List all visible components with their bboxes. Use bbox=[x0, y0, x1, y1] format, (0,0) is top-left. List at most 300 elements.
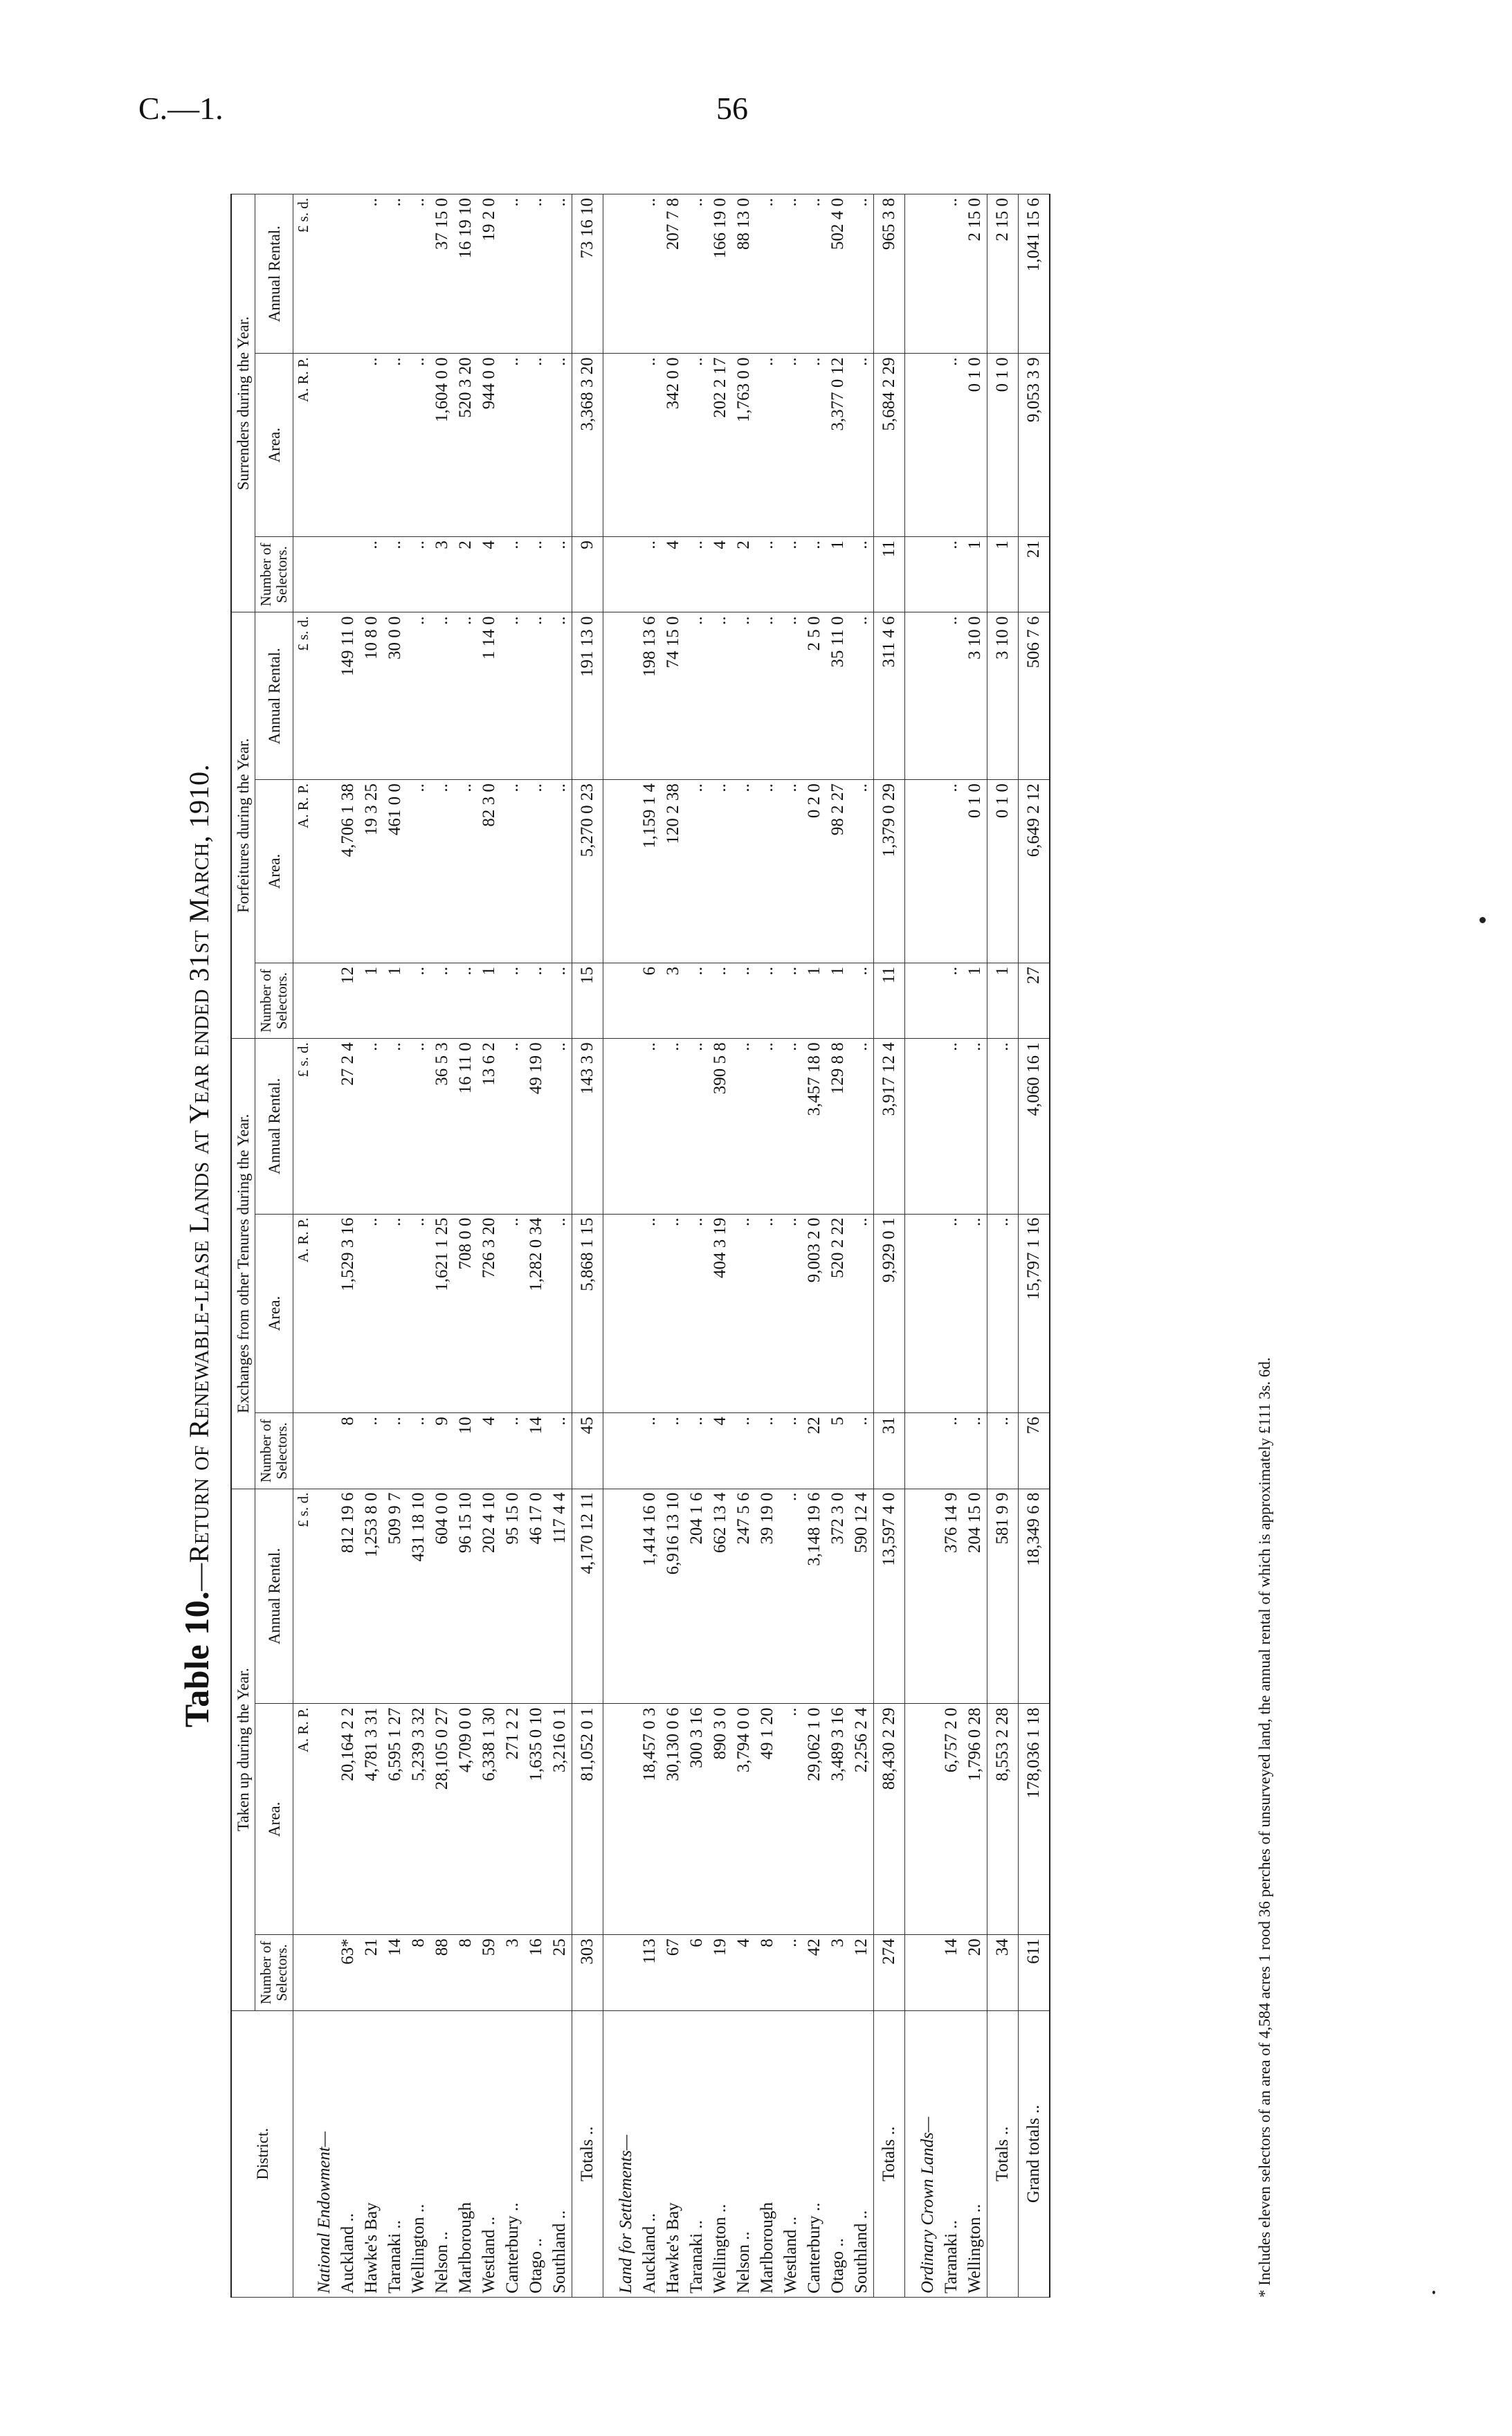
selectors-cell: 1 bbox=[803, 963, 826, 1038]
rental-cell: .. bbox=[407, 612, 430, 780]
rental-cell: 191 13 0 bbox=[572, 612, 603, 780]
area-cell: 4,781 3 31 bbox=[360, 1704, 383, 1935]
rental-cell: .. bbox=[360, 1039, 383, 1214]
rental-cell: 37 15 0 bbox=[430, 194, 454, 354]
area-cell bbox=[313, 354, 336, 537]
rental-cell bbox=[336, 194, 360, 354]
selectors-cell bbox=[916, 963, 940, 1038]
rental-cell: 247 5 6 bbox=[732, 1489, 756, 1704]
rental-cell: 1,414 16 0 bbox=[638, 1489, 662, 1704]
selectors-cell: .. bbox=[756, 1413, 779, 1489]
rental-cell bbox=[313, 1489, 336, 1704]
rental-cell: .. bbox=[685, 612, 709, 780]
selectors-cell: 59 bbox=[477, 1935, 501, 2010]
rental-cell: 19 2 0 bbox=[477, 194, 501, 354]
group-header: Exchanges from other Tenures during the Year. bbox=[231, 1039, 255, 1489]
selectors-cell: .. bbox=[454, 963, 477, 1038]
area-header: Area. bbox=[255, 354, 293, 537]
rental-cell: .. bbox=[940, 194, 963, 354]
rental-cell: .. bbox=[383, 194, 407, 354]
area-cell: .. bbox=[525, 354, 548, 537]
area-cell: 4,709 0 0 bbox=[454, 1704, 477, 1935]
area-cell: .. bbox=[940, 780, 963, 963]
rental-cell: 581 9 9 bbox=[987, 1489, 1019, 1704]
table-row bbox=[407, 194, 430, 2298]
area-cell: 0 1 0 bbox=[987, 354, 1019, 537]
rental-cell: 35 11 0 bbox=[826, 612, 850, 780]
table-row bbox=[662, 194, 685, 2298]
area-cell: 49 1 20 bbox=[756, 1704, 779, 1935]
district-cell: Grand totals .. bbox=[1019, 2010, 1050, 2297]
rental-cell: 30 0 0 bbox=[383, 612, 407, 780]
district-cell: Wellington .. bbox=[407, 2010, 430, 2297]
rotated-table-page bbox=[176, 194, 1297, 2298]
selectors-cell: 42 bbox=[803, 1935, 826, 2010]
area-cell: .. bbox=[803, 354, 826, 537]
units-blank bbox=[293, 1935, 313, 2010]
rental-cell: 46 17 0 bbox=[525, 1489, 548, 1704]
selectors-cell: 25 bbox=[548, 1935, 572, 2010]
area-cell: .. bbox=[756, 354, 779, 537]
selectors-cell: 4 bbox=[662, 537, 685, 612]
area-cell: .. bbox=[548, 354, 572, 537]
section-row bbox=[916, 194, 940, 2298]
table-row bbox=[940, 194, 963, 2298]
district-cell: Otago .. bbox=[525, 2010, 548, 2297]
area-cell: 82 3 0 bbox=[477, 780, 501, 963]
area-cell: 520 3 20 bbox=[454, 354, 477, 537]
district-cell: Auckland .. bbox=[336, 2010, 360, 2297]
rental-cell: 4,170 12 11 bbox=[572, 1489, 603, 1704]
rental-cell: .. bbox=[525, 194, 548, 354]
area-cell: 28,105 0 27 bbox=[430, 1704, 454, 1935]
rental-cell: 143 3 9 bbox=[572, 1039, 603, 1214]
rental-cell: 49 19 0 bbox=[525, 1039, 548, 1214]
rental-header: Annual Rental. bbox=[255, 194, 293, 354]
selectors-cell: .. bbox=[850, 963, 874, 1038]
rental-cell bbox=[313, 612, 336, 780]
rental-cell: 13,597 4 0 bbox=[874, 1489, 905, 1704]
district-cell: Westland .. bbox=[477, 2010, 501, 2297]
selectors-cell: 8 bbox=[407, 1935, 430, 2010]
area-cell: .. bbox=[709, 780, 732, 963]
selectors-cell: 3 bbox=[826, 1935, 850, 2010]
area-cell: 6,595 1 27 bbox=[383, 1704, 407, 1935]
rental-cell: 207 7 8 bbox=[662, 194, 685, 354]
area-cell: 18,457 0 3 bbox=[638, 1704, 662, 1935]
area-cell: .. bbox=[638, 1214, 662, 1413]
district-cell: Marlborough bbox=[756, 2010, 779, 2297]
selectors-cell: 45 bbox=[572, 1413, 603, 1489]
page-code: C.—1. bbox=[138, 91, 224, 126]
rental-cell bbox=[614, 194, 638, 354]
selectors-cell: 21 bbox=[1019, 537, 1050, 612]
rental-cell bbox=[614, 1489, 638, 1704]
selectors-header: Number of Selectors. bbox=[255, 963, 293, 1038]
selectors-cell: 4 bbox=[477, 1413, 501, 1489]
table-caption: —Return of Renewable-lease Lands at Year ended 31st March, 1910. bbox=[183, 763, 215, 1591]
selectors-cell: 6 bbox=[685, 1935, 709, 2010]
units-blank bbox=[293, 963, 313, 1038]
rental-cell: .. bbox=[709, 612, 732, 780]
selectors-cell: 4 bbox=[477, 537, 501, 612]
selectors-cell: 8 bbox=[454, 1935, 477, 2010]
section-row bbox=[614, 194, 638, 2298]
table-row bbox=[638, 194, 662, 2298]
rental-cell: 36 5 3 bbox=[430, 1039, 454, 1214]
rental-cell: 590 12 4 bbox=[850, 1489, 874, 1704]
area-cell: .. bbox=[779, 780, 803, 963]
area-cell: 120 2 38 bbox=[662, 780, 685, 963]
area-cell: 6,649 2 12 bbox=[1019, 780, 1050, 963]
area-cell bbox=[916, 1704, 940, 1935]
area-cell: 4,706 1 38 bbox=[336, 780, 360, 963]
rental-cell: 129 8 8 bbox=[826, 1039, 850, 1214]
selectors-cell: .. bbox=[501, 1413, 525, 1489]
area-cell: 890 3 0 bbox=[709, 1704, 732, 1935]
rental-cell: 10 8 0 bbox=[360, 612, 383, 780]
rental-cell: 166 19 0 bbox=[709, 194, 732, 354]
selectors-cell: .. bbox=[525, 963, 548, 1038]
rental-cell: 965 3 8 bbox=[874, 194, 905, 354]
area-units: A. R. P. bbox=[293, 780, 313, 963]
rental-cell bbox=[916, 1039, 940, 1214]
selectors-cell: 9 bbox=[430, 1413, 454, 1489]
area-cell: .. bbox=[850, 354, 874, 537]
selectors-cell: 14 bbox=[383, 1935, 407, 2010]
rental-cell: 1,041 15 6 bbox=[1019, 194, 1050, 354]
area-cell: 178,036 1 18 bbox=[1019, 1704, 1050, 1935]
selectors-cell: 16 bbox=[525, 1935, 548, 2010]
area-cell: .. bbox=[430, 780, 454, 963]
rental-cell: 88 13 0 bbox=[732, 194, 756, 354]
area-cell: .. bbox=[756, 780, 779, 963]
table-row bbox=[779, 194, 803, 2298]
district-cell: Totals .. bbox=[572, 2010, 603, 2297]
table-row bbox=[850, 194, 874, 2298]
group-header: Surrenders during the Year. bbox=[231, 194, 255, 612]
rental-units: £ s. d. bbox=[293, 612, 313, 780]
area-cell bbox=[916, 354, 940, 537]
area-cell: .. bbox=[779, 354, 803, 537]
rental-cell: 117 4 4 bbox=[548, 1489, 572, 1704]
page-number: 56 bbox=[716, 91, 748, 126]
area-cell: .. bbox=[662, 1214, 685, 1413]
selectors-cell bbox=[916, 1413, 940, 1489]
scan-speck bbox=[1432, 2291, 1435, 2294]
area-cell: .. bbox=[525, 780, 548, 963]
area-header: Area. bbox=[255, 780, 293, 963]
rental-cell bbox=[313, 194, 336, 354]
rental-cell: .. bbox=[525, 612, 548, 780]
area-cell: 3,377 0 12 bbox=[826, 354, 850, 537]
rental-cell: .. bbox=[756, 1039, 779, 1214]
selectors-cell: 67 bbox=[662, 1935, 685, 2010]
totals-row bbox=[987, 194, 1019, 2298]
rental-cell: 2 5 0 bbox=[803, 612, 826, 780]
area-units: A. R. P. bbox=[293, 1214, 313, 1413]
selectors-cell: 14 bbox=[525, 1413, 548, 1489]
selectors-cell: 2 bbox=[732, 537, 756, 612]
selectors-cell: 11 bbox=[874, 963, 905, 1038]
area-cell: .. bbox=[940, 1214, 963, 1413]
selectors-cell: 6 bbox=[638, 963, 662, 1038]
selectors-header: Number of Selectors. bbox=[255, 1413, 293, 1489]
selectors-cell: 10 bbox=[454, 1413, 477, 1489]
area-cell: 1,635 0 10 bbox=[525, 1704, 548, 1935]
rental-cell: .. bbox=[850, 1039, 874, 1214]
area-cell: 1,529 3 16 bbox=[336, 1214, 360, 1413]
rental-cell: 3 10 0 bbox=[987, 612, 1019, 780]
rental-cell: 1,253 8 0 bbox=[360, 1489, 383, 1704]
selectors-header: Number of Selectors. bbox=[255, 537, 293, 612]
area-cell: 726 3 20 bbox=[477, 1214, 501, 1413]
selectors-cell: .. bbox=[756, 537, 779, 612]
selectors-cell: 14 bbox=[940, 1935, 963, 2010]
area-cell: 9,929 0 1 bbox=[874, 1214, 905, 1413]
selectors-cell: .. bbox=[548, 963, 572, 1038]
rental-cell: .. bbox=[662, 1039, 685, 1214]
area-cell: 0 1 0 bbox=[963, 354, 987, 537]
selectors-cell: .. bbox=[638, 1413, 662, 1489]
area-cell: 20,164 2 2 bbox=[336, 1704, 360, 1935]
area-units: A. R. P. bbox=[293, 354, 313, 537]
rental-cell: 372 3 0 bbox=[826, 1489, 850, 1704]
rental-cell: .. bbox=[850, 194, 874, 354]
rental-cell: 509 9 7 bbox=[383, 1489, 407, 1704]
selectors-cell: .. bbox=[732, 1413, 756, 1489]
rental-cell: 204 1 6 bbox=[685, 1489, 709, 1704]
rental-cell: 506 7 6 bbox=[1019, 612, 1050, 780]
selectors-cell: .. bbox=[548, 537, 572, 612]
area-cell: 5,239 3 32 bbox=[407, 1704, 430, 1935]
selectors-cell: .. bbox=[940, 1413, 963, 1489]
selectors-cell: 1 bbox=[383, 963, 407, 1038]
selectors-cell: .. bbox=[732, 963, 756, 1038]
selectors-cell: 1 bbox=[477, 963, 501, 1038]
table-row bbox=[548, 194, 572, 2298]
area-cell: .. bbox=[732, 1214, 756, 1413]
area-cell: .. bbox=[963, 1214, 987, 1413]
district-cell: Hawke's Bay bbox=[662, 2010, 685, 2297]
rental-cell: 16 11 0 bbox=[454, 1039, 477, 1214]
rental-cell: 2 15 0 bbox=[963, 194, 987, 354]
table-row bbox=[383, 194, 407, 2298]
selectors-cell: 1 bbox=[360, 963, 383, 1038]
rental-cell: .. bbox=[850, 612, 874, 780]
selectors-cell: .. bbox=[662, 1413, 685, 1489]
rental-cell: 149 11 0 bbox=[336, 612, 360, 780]
rental-cell: 1 14 0 bbox=[477, 612, 501, 780]
selectors-cell bbox=[313, 963, 336, 1038]
selectors-cell: .. bbox=[803, 537, 826, 612]
selectors-cell: .. bbox=[360, 1413, 383, 1489]
selectors-cell: .. bbox=[360, 537, 383, 612]
selectors-cell: .. bbox=[407, 963, 430, 1038]
selectors-cell: .. bbox=[779, 1413, 803, 1489]
rental-cell: .. bbox=[779, 194, 803, 354]
selectors-header: Number of Selectors. bbox=[255, 1935, 293, 2010]
area-cell bbox=[916, 780, 940, 963]
rental-cell: .. bbox=[756, 612, 779, 780]
area-cell: 3,489 3 16 bbox=[826, 1704, 850, 1935]
table-row bbox=[336, 194, 360, 2298]
area-cell: 9,053 3 9 bbox=[1019, 354, 1050, 537]
rental-cell: 4,060 16 1 bbox=[1019, 1039, 1050, 1214]
area-cell: .. bbox=[360, 354, 383, 537]
rental-units: £ s. d. bbox=[293, 1039, 313, 1214]
area-cell bbox=[614, 354, 638, 537]
rental-cell: .. bbox=[803, 194, 826, 354]
area-cell: 461 0 0 bbox=[383, 780, 407, 963]
selectors-cell: .. bbox=[756, 963, 779, 1038]
district-cell: Marlborough bbox=[454, 2010, 477, 2297]
rental-cell: 18,349 6 8 bbox=[1019, 1489, 1050, 1704]
rental-cell: .. bbox=[756, 194, 779, 354]
table-row bbox=[454, 194, 477, 2298]
area-cell: 1,621 1 25 bbox=[430, 1214, 454, 1413]
area-cell: 0 2 0 bbox=[803, 780, 826, 963]
rental-cell: .. bbox=[407, 1039, 430, 1214]
district-cell: Westland .. bbox=[779, 2010, 803, 2297]
rental-cell: .. bbox=[501, 1039, 525, 1214]
selectors-cell: 21 bbox=[360, 1935, 383, 2010]
selectors-cell: 63* bbox=[336, 1935, 360, 2010]
selectors-cell: 274 bbox=[874, 1935, 905, 2010]
area-cell: .. bbox=[779, 1214, 803, 1413]
area-cell bbox=[614, 780, 638, 963]
rental-cell: 376 14 9 bbox=[940, 1489, 963, 1704]
area-cell: .. bbox=[548, 780, 572, 963]
selectors-cell bbox=[614, 963, 638, 1038]
table-row bbox=[709, 194, 732, 2298]
area-cell: .. bbox=[383, 1214, 407, 1413]
table-row bbox=[525, 194, 548, 2298]
area-cell: .. bbox=[548, 1214, 572, 1413]
selectors-cell: 303 bbox=[572, 1935, 603, 2010]
district-cell: Ordinary Crown Lands— bbox=[916, 2010, 940, 2297]
selectors-cell: 4 bbox=[709, 537, 732, 612]
area-cell: 5,868 1 15 bbox=[572, 1214, 603, 1413]
selectors-cell: 3 bbox=[430, 537, 454, 612]
area-cell: 1,763 0 0 bbox=[732, 354, 756, 537]
rental-units: £ s. d. bbox=[293, 1489, 313, 1704]
selectors-cell: 27 bbox=[1019, 963, 1050, 1038]
rental-cell: 16 19 10 bbox=[454, 194, 477, 354]
selectors-cell: 9 bbox=[572, 537, 603, 612]
units-blank bbox=[293, 2010, 313, 2297]
rental-cell: .. bbox=[501, 612, 525, 780]
rental-cell: .. bbox=[383, 1039, 407, 1214]
area-cell: .. bbox=[407, 780, 430, 963]
selectors-cell: .. bbox=[685, 963, 709, 1038]
selectors-cell: .. bbox=[685, 1413, 709, 1489]
area-header: Area. bbox=[255, 1704, 293, 1935]
rental-cell: .. bbox=[987, 1039, 1019, 1214]
area-cell: .. bbox=[850, 1214, 874, 1413]
spacer-row bbox=[603, 194, 615, 2298]
scan-speck bbox=[1479, 917, 1486, 923]
selectors-cell: 11 bbox=[874, 537, 905, 612]
selectors-cell: .. bbox=[779, 537, 803, 612]
area-cell: .. bbox=[685, 780, 709, 963]
area-cell: 15,797 1 16 bbox=[1019, 1214, 1050, 1413]
district-cell: Taranaki .. bbox=[940, 2010, 963, 2297]
rental-cell bbox=[614, 612, 638, 780]
rental-units: £ s. d. bbox=[293, 194, 313, 354]
rental-cell: 311 4 6 bbox=[874, 612, 905, 780]
area-cell: 300 3 16 bbox=[685, 1704, 709, 1935]
table-row bbox=[685, 194, 709, 2298]
area-cell bbox=[313, 780, 336, 963]
selectors-cell bbox=[336, 537, 360, 612]
footnote: * Includes eleven selectors of an area of 4,584 acres 1 rood 36 perches of unsurveyed land, the annual rental of which is approximately £111 3s. 6d. bbox=[1256, 1357, 1273, 2298]
area-cell: 708 0 0 bbox=[454, 1214, 477, 1413]
district-cell: Land for Settlements— bbox=[614, 2010, 638, 2297]
rental-cell: .. bbox=[548, 194, 572, 354]
area-cell: 5,684 2 29 bbox=[874, 354, 905, 537]
area-cell: 19 3 25 bbox=[360, 780, 383, 963]
selectors-cell: 12 bbox=[850, 1935, 874, 2010]
selectors-cell bbox=[614, 1413, 638, 1489]
district-header: District. bbox=[231, 2010, 293, 2297]
area-cell: 2,256 2 4 bbox=[850, 1704, 874, 1935]
rental-cell: .. bbox=[940, 612, 963, 780]
area-cell: .. bbox=[685, 354, 709, 537]
table-row bbox=[803, 194, 826, 2298]
area-cell: 1,159 1 4 bbox=[638, 780, 662, 963]
selectors-cell: 1 bbox=[987, 963, 1019, 1038]
district-cell: National Endowment— bbox=[313, 2010, 336, 2297]
selectors-cell: 1 bbox=[963, 537, 987, 612]
table-row bbox=[360, 194, 383, 2298]
area-cell: 3,368 3 20 bbox=[572, 354, 603, 537]
selectors-cell bbox=[313, 1935, 336, 2010]
area-header: Area. bbox=[255, 1214, 293, 1413]
rental-cell: .. bbox=[454, 612, 477, 780]
selectors-cell: 8 bbox=[756, 1935, 779, 2010]
area-cell: 81,052 0 1 bbox=[572, 1704, 603, 1935]
district-cell: Taranaki .. bbox=[685, 2010, 709, 2297]
selectors-cell: 15 bbox=[572, 963, 603, 1038]
district-cell: Hawke's Bay bbox=[360, 2010, 383, 2297]
selectors-cell: .. bbox=[501, 963, 525, 1038]
selectors-cell: 1 bbox=[963, 963, 987, 1038]
rental-cell: .. bbox=[548, 612, 572, 780]
selectors-cell: .. bbox=[430, 963, 454, 1038]
area-cell: 5,270 0 23 bbox=[572, 780, 603, 963]
units-blank bbox=[293, 537, 313, 612]
selectors-cell: .. bbox=[383, 537, 407, 612]
rental-cell: 39 19 0 bbox=[756, 1489, 779, 1704]
rental-cell: 3,917 12 4 bbox=[874, 1039, 905, 1214]
area-cell: .. bbox=[638, 354, 662, 537]
selectors-cell bbox=[916, 1935, 940, 2010]
selectors-cell: 3 bbox=[662, 963, 685, 1038]
rental-cell: 3,457 18 0 bbox=[803, 1039, 826, 1214]
area-cell: .. bbox=[756, 1214, 779, 1413]
area-cell: 342 0 0 bbox=[662, 354, 685, 537]
area-cell bbox=[614, 1704, 638, 1935]
area-cell bbox=[916, 1214, 940, 1413]
area-cell: 1,604 0 0 bbox=[430, 354, 454, 537]
area-cell: 6,338 1 30 bbox=[477, 1704, 501, 1935]
rental-cell: 3,148 19 6 bbox=[803, 1489, 826, 1704]
rental-header: Annual Rental. bbox=[255, 612, 293, 780]
selectors-cell: 20 bbox=[963, 1935, 987, 2010]
rental-cell: .. bbox=[732, 612, 756, 780]
area-cell: .. bbox=[732, 780, 756, 963]
